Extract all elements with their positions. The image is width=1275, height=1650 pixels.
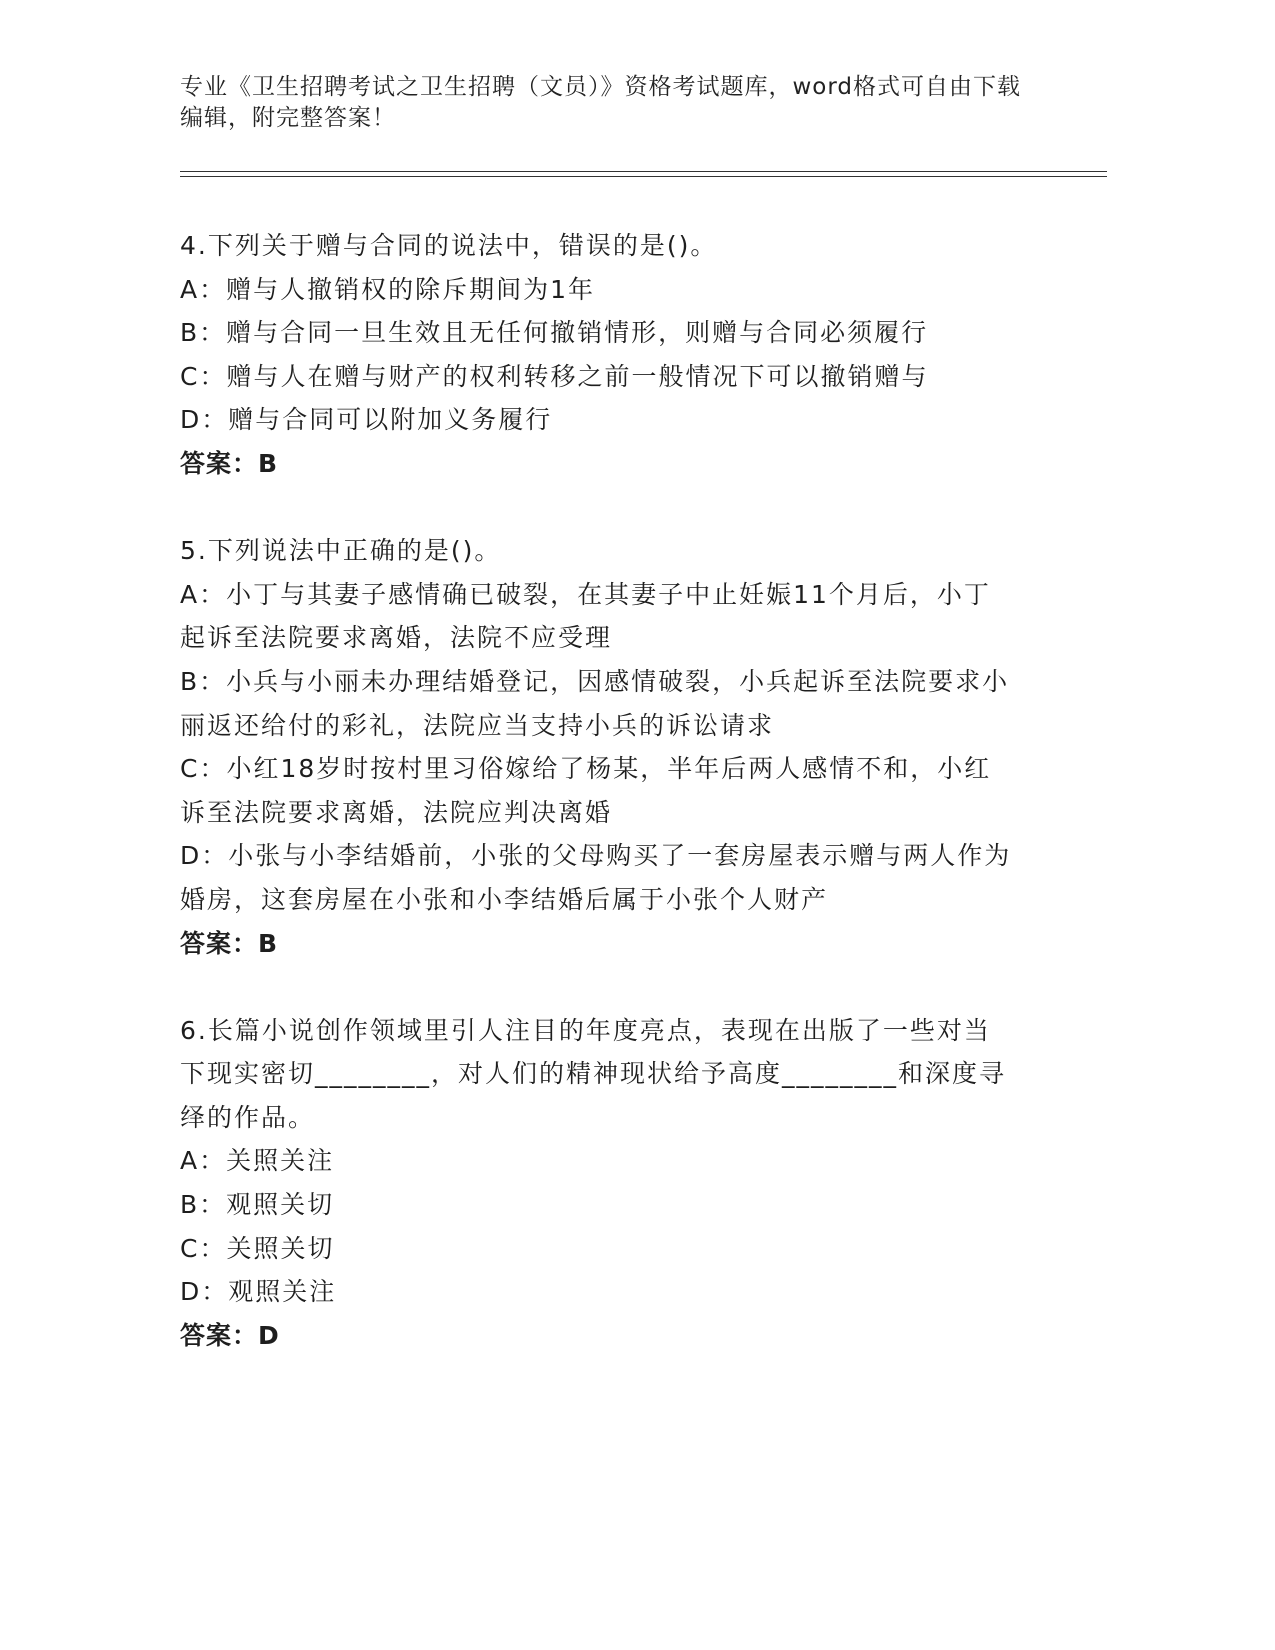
option-line: D：赠与合同可以附加义务履行: [180, 405, 553, 435]
question-stem-line: 4.下列关于赠与合同的说法中，错误的是()。: [180, 231, 718, 260]
option-line: B：小兵与小丽未办理结婚登记，因感情破裂，小兵起诉至法院要求小: [180, 666, 1010, 696]
option-line: A：赠与人撤销权的除斥期间为1年: [180, 274, 596, 304]
question-stem-line: 5.下列说法中正确的是()。: [180, 536, 502, 566]
option-line: 婚房，这套房屋在小张和小李结婚后属于小张个人财产: [180, 884, 829, 914]
question-block: [180, 1009, 1040, 1358]
header-divider-top: [180, 171, 1107, 172]
question-stem-line: 6.长篇小说创作领域里引人注目的年度亮点，表现在出版了一些对当: [180, 1015, 991, 1045]
option-line: B：赠与合同一旦生效且无任何撤销情形，则赠与合同必须履行: [180, 318, 929, 348]
document-header: [180, 72, 1040, 134]
option-line: C：关照关切: [180, 1233, 335, 1263]
question-stem-line: 绎的作品。: [180, 1102, 316, 1132]
header-line-1: 专业《卫生招聘考试之卫生招聘（文员）》资格考试题库，word格式可自由下载: [180, 74, 1022, 100]
question-block: [180, 224, 1040, 486]
question-stem-line: 下现实密切________，对人们的精神现状给予高度________和深度寻: [180, 1059, 1007, 1089]
answer-line: 答案：B: [180, 448, 279, 478]
option-line: D：观照关注: [180, 1277, 337, 1307]
option-line: B：观照关切: [180, 1190, 335, 1220]
header-line-2: 编辑，附完整答案！: [180, 105, 396, 131]
question-list: [180, 224, 1040, 1401]
option-line: A：关照关注: [180, 1146, 335, 1176]
header-divider-bottom: [180, 176, 1107, 177]
option-line: A：小丁与其妻子感情确已破裂，在其妻子中止妊娠11个月后，小丁: [180, 579, 991, 609]
question-block: [180, 529, 1040, 965]
answer-line: 答案：B: [180, 928, 279, 958]
option-line: 诉至法院要求离婚，法院应判决离婚: [180, 797, 613, 827]
option-line: 起诉至法院要求离婚，法院不应受理: [180, 623, 613, 653]
answer-line: 答案：D: [180, 1320, 280, 1350]
option-line: C：赠与人在赠与财产的权利转移之前一般情况下可以撤销赠与: [180, 361, 929, 391]
option-line: D：小张与小李结婚前，小张的父母购买了一套房屋表示赠与两人作为: [180, 841, 1012, 871]
option-line: C：小红18岁时按村里习俗嫁给了杨某，半年后两人感情不和，小红: [180, 754, 992, 784]
option-line: 丽返还给付的彩礼，法院应当支持小兵的诉讼请求: [180, 710, 775, 740]
